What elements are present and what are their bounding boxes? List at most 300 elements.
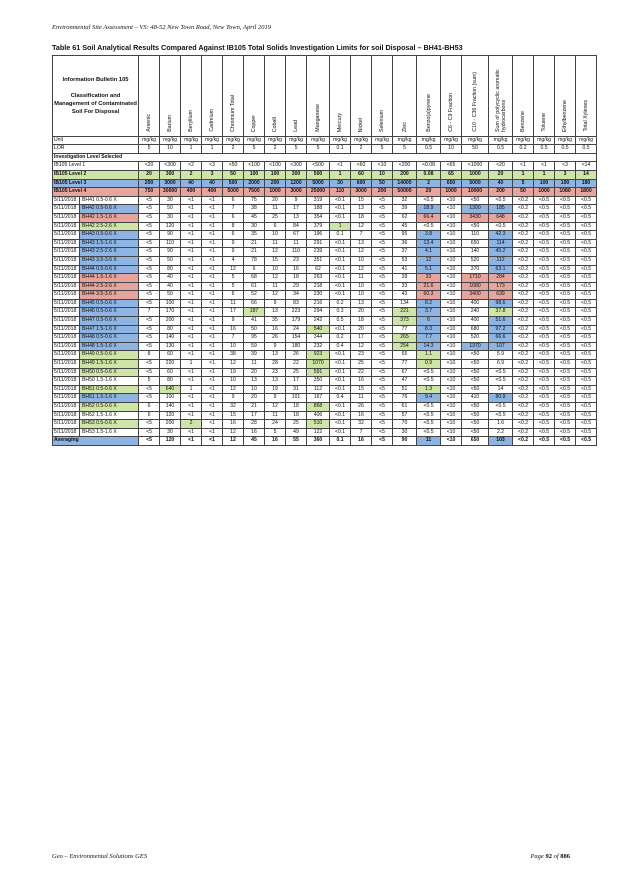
cell: 500	[223, 179, 244, 188]
cell: 90	[393, 437, 417, 446]
cell: <0.5	[555, 342, 576, 351]
cell: 24	[265, 420, 286, 429]
cell: <5	[372, 334, 393, 343]
cell: <10	[441, 317, 462, 326]
cell: 0.5	[534, 145, 555, 154]
cell: <10	[441, 231, 462, 240]
column-header-label: Manganese	[315, 104, 322, 132]
cell: <0.1	[330, 403, 351, 412]
cell: <0.1	[330, 248, 351, 257]
table-row	[53, 248, 597, 257]
cell: 11	[351, 274, 372, 283]
cell: <5	[139, 222, 160, 231]
cell: <1	[181, 299, 202, 308]
cell: <0.5	[534, 205, 555, 214]
cell: 6	[265, 222, 286, 231]
cell: 50	[160, 256, 181, 265]
cell: <5	[139, 360, 160, 369]
cell: 140	[160, 403, 181, 412]
cell: 200	[139, 179, 160, 188]
cell: mg/kg	[351, 136, 372, 145]
cell: <0.5	[534, 308, 555, 317]
cell: 2	[265, 145, 286, 154]
cell: 110	[462, 231, 489, 240]
cell: 319	[307, 196, 330, 205]
date-cell: 5/11/2018	[53, 222, 80, 231]
table-row	[53, 196, 597, 205]
cell: 2	[351, 145, 372, 154]
cell: 1	[330, 170, 351, 179]
cell: 0.4	[330, 342, 351, 351]
column-header	[265, 56, 286, 137]
sample-cell: BH49 1.5-1.6 X	[80, 360, 139, 369]
cell: <0.1	[330, 205, 351, 214]
cell: 18	[286, 274, 307, 283]
cell: 80	[160, 325, 181, 334]
level-row-label: IB105 Level 1	[53, 162, 139, 171]
cell: 41	[393, 265, 417, 274]
cell: 5	[307, 145, 330, 154]
cell: <0.5	[555, 299, 576, 308]
cell: <5	[372, 274, 393, 283]
cell: <5	[372, 342, 393, 351]
cell: 17	[286, 205, 307, 214]
cell: <0.5	[555, 428, 576, 437]
cell: 1	[181, 385, 202, 394]
cell: <0.2	[513, 342, 534, 351]
cell: 100	[555, 179, 576, 188]
cell: 25	[286, 368, 307, 377]
column-header-label: Sum of polycyclic aromatic hydrocarbons	[494, 69, 507, 132]
cell: 122	[307, 428, 330, 437]
cell: 36	[393, 239, 417, 248]
cell: <1	[202, 308, 223, 317]
cell: 39	[393, 274, 417, 283]
cell: 10000	[462, 188, 489, 197]
cell: 0.4	[330, 394, 351, 403]
cell: 11	[265, 411, 286, 420]
cell: 179	[286, 317, 307, 326]
cell: <0.2	[513, 403, 534, 412]
cell: 6	[223, 196, 244, 205]
cell: <1	[202, 428, 223, 437]
cell: <1	[202, 256, 223, 265]
cell: <200	[393, 162, 417, 171]
cell: <50	[462, 411, 489, 420]
cell: 15	[223, 411, 244, 420]
cell: <0.2	[513, 222, 534, 231]
sample-cell: BH47 1.5-1.6 X	[80, 325, 139, 334]
cell: <1	[181, 368, 202, 377]
cell: <50	[462, 360, 489, 369]
sample-cell: BH52 0.5-0.6 X	[80, 403, 139, 412]
cell: 100	[160, 394, 181, 403]
cell: <0.2	[513, 299, 534, 308]
cell: 17	[244, 411, 265, 420]
page-total: 886	[560, 853, 570, 860]
cell: 32	[393, 196, 417, 205]
date-cell: 5/11/2018	[53, 351, 80, 360]
cell: 520	[462, 256, 489, 265]
cell: <0.5	[576, 256, 597, 265]
cell: 5	[393, 145, 417, 154]
cell: <1	[202, 317, 223, 326]
cell: 1000	[441, 188, 462, 197]
cell: <5	[139, 394, 160, 403]
cell: <0.1	[330, 351, 351, 360]
cell: 1	[181, 145, 202, 154]
date-cell: 5/11/2018	[53, 394, 80, 403]
cell: 35	[244, 231, 265, 240]
date-cell: 5/11/2018	[53, 248, 80, 257]
cell: <0.5	[576, 428, 597, 437]
cell: 2	[181, 170, 202, 179]
cell: <1	[181, 248, 202, 257]
cell: 218	[307, 282, 330, 291]
cell: 35	[265, 317, 286, 326]
cell: 1	[330, 222, 351, 231]
cell: <5	[372, 428, 393, 437]
cell: 90	[160, 248, 181, 257]
cell: mg/kg	[417, 136, 441, 145]
cell: 12	[265, 248, 286, 257]
cell: 32	[223, 403, 244, 412]
cell: 21	[244, 239, 265, 248]
cell: <0.2	[513, 239, 534, 248]
cell: <1	[202, 420, 223, 429]
column-header-label: Cobalt	[272, 116, 279, 132]
cell: 240	[462, 308, 489, 317]
cell: <1	[181, 411, 202, 420]
column-header	[513, 56, 534, 137]
cell: <5	[139, 420, 160, 429]
cell: 1000	[265, 188, 286, 197]
date-cell: 5/11/2018	[53, 196, 80, 205]
cell: <0.5	[534, 377, 555, 386]
cell: 7	[223, 334, 244, 343]
cell: 300	[286, 170, 307, 179]
column-header	[372, 56, 393, 137]
cell: 60	[160, 351, 181, 360]
cell: 7	[223, 205, 244, 214]
cell: 6	[223, 291, 244, 300]
cell: mg/kg	[181, 136, 202, 145]
cell: 14.3	[417, 342, 441, 351]
cell: 11	[286, 239, 307, 248]
cell: 640	[160, 385, 181, 394]
cell: 0.2	[330, 334, 351, 343]
cell: mg/kg	[265, 136, 286, 145]
cell: <0.1	[330, 377, 351, 386]
cell: <0.2	[513, 360, 534, 369]
cell: <5	[372, 291, 393, 300]
cell: <0.5	[555, 248, 576, 257]
date-cell: 5/11/2018	[53, 308, 80, 317]
cell: <5	[139, 265, 160, 274]
cell: 33	[393, 282, 417, 291]
cell: mg/kg	[489, 136, 513, 145]
cell: 114	[489, 239, 513, 248]
cell: 650	[462, 239, 489, 248]
cell: 70	[393, 420, 417, 429]
cell: 34	[286, 291, 307, 300]
cell: <0.2	[513, 377, 534, 386]
cell: 22	[286, 360, 307, 369]
cell: <0.5	[555, 256, 576, 265]
page-header: Environmental Site Assessment – VS: 48-52 New Town Road, New Town, April 2019	[52, 24, 271, 31]
cell: <0.5	[534, 265, 555, 274]
cell: <5	[372, 317, 393, 326]
cell: <0.5	[534, 394, 555, 403]
cell: 10	[244, 385, 265, 394]
cell: <3	[555, 162, 576, 171]
cell: <0.5	[576, 205, 597, 214]
cell: <5	[372, 385, 393, 394]
cell: <0.5	[576, 403, 597, 412]
cell: <50	[462, 196, 489, 205]
cell: 100	[244, 170, 265, 179]
cell: <1	[202, 360, 223, 369]
cell: 2000	[244, 179, 265, 188]
cell: 650	[441, 179, 462, 188]
cell: 28	[265, 360, 286, 369]
date-cell: 5/11/2018	[53, 428, 80, 437]
cell: <1	[202, 411, 223, 420]
cell: <5	[372, 256, 393, 265]
cell: 5	[223, 274, 244, 283]
table-row	[53, 334, 597, 343]
table-row	[53, 274, 597, 283]
cell: <0.2	[513, 325, 534, 334]
cell: 5	[244, 145, 265, 154]
cell: 25000	[307, 188, 330, 197]
cell: <1	[181, 342, 202, 351]
cell: <0.5	[576, 420, 597, 429]
cell: <20	[489, 162, 513, 171]
cell: <5	[139, 291, 160, 300]
cell: 1680	[462, 282, 489, 291]
cell: <1	[202, 222, 223, 231]
cell: <5	[372, 265, 393, 274]
cell: 15	[265, 256, 286, 265]
cell: 3	[202, 170, 223, 179]
cell: 2	[417, 179, 441, 188]
table-row	[53, 222, 597, 231]
cell: <1	[181, 394, 202, 403]
cell: <0.2	[513, 231, 534, 240]
cell: 66.4	[417, 213, 441, 222]
cell: 20	[139, 170, 160, 179]
averaging-label: Averaging	[53, 437, 139, 446]
cell: 20	[244, 368, 265, 377]
table-row	[53, 317, 597, 326]
cell: <0.2	[513, 317, 534, 326]
cell: 13	[265, 308, 286, 317]
cell: 188	[307, 205, 330, 214]
cell: 360	[307, 437, 330, 446]
cell: <50	[462, 368, 489, 377]
cell: <5	[372, 420, 393, 429]
cell: 0.2	[513, 145, 534, 154]
cell: <0.5	[417, 377, 441, 386]
cell: 187	[244, 308, 265, 317]
cell: 370	[462, 265, 489, 274]
cell: <0.5	[555, 360, 576, 369]
cell: 11	[417, 437, 441, 446]
cell: 6.9	[489, 360, 513, 369]
sample-cell: BH43 0.5-0.6 X	[80, 231, 139, 240]
date-cell: 5/11/2018	[53, 368, 80, 377]
cell: <0.1	[330, 265, 351, 274]
cell: 40	[160, 274, 181, 283]
cell: 0.1	[330, 437, 351, 446]
cell: 30	[244, 222, 265, 231]
cell: 650	[462, 437, 489, 446]
cell: <10	[441, 213, 462, 222]
cell: <50	[462, 222, 489, 231]
cell: 19	[223, 368, 244, 377]
column-header-label: Toluene	[541, 113, 548, 132]
table-row	[53, 299, 597, 308]
cell: <0.5	[576, 411, 597, 420]
section-row	[53, 153, 597, 162]
cell: 173	[489, 282, 513, 291]
cell: 1300	[462, 205, 489, 214]
cell: <1	[534, 162, 555, 171]
cell: <0.5	[417, 196, 441, 205]
cell: 16	[351, 411, 372, 420]
column-header	[441, 56, 462, 137]
cell: 10	[372, 170, 393, 179]
cell: <5	[139, 239, 160, 248]
cell: <0.5	[555, 196, 576, 205]
sample-cell: BH51 0.5-0.6 X	[80, 385, 139, 394]
cell: <1	[202, 403, 223, 412]
cell: 20	[351, 325, 372, 334]
sample-cell: BH48 1.5-1.6 X	[80, 342, 139, 351]
cell: 221	[393, 308, 417, 317]
cell: 0.9	[417, 360, 441, 369]
cell: <0.2	[513, 394, 534, 403]
cell: <5	[372, 239, 393, 248]
cell: 3000	[160, 179, 181, 188]
cell: 90	[160, 231, 181, 240]
column-header-label: Zinc	[401, 121, 408, 132]
cell: 20	[265, 196, 286, 205]
cell: <1	[202, 213, 223, 222]
cell: <0.5	[534, 248, 555, 257]
cell: 37	[393, 248, 417, 257]
cell: 18	[286, 411, 307, 420]
column-header-label: C10 - C36 Fraction (sum)	[472, 72, 479, 132]
cell: <0.2	[513, 334, 534, 343]
cell: 13	[265, 377, 286, 386]
cell: <0.5	[534, 256, 555, 265]
cell: 37.8	[489, 308, 513, 317]
column-header-label: Total Xylenes	[583, 100, 590, 132]
cell: <0.5	[555, 239, 576, 248]
sample-cell: BH44 3.5-3.6 X	[80, 291, 139, 300]
cell: <10	[441, 368, 462, 377]
table-row	[53, 394, 597, 403]
column-header	[181, 56, 202, 137]
cell: <0.5	[576, 325, 597, 334]
cell: <0.5	[489, 377, 513, 386]
cell: <100	[244, 162, 265, 171]
cell: <1	[202, 205, 223, 214]
cell: 45	[244, 213, 265, 222]
cell: <10	[441, 403, 462, 412]
table-row	[53, 377, 597, 386]
column-header	[534, 56, 555, 137]
cell: <0.1	[330, 368, 351, 377]
cell: <5	[139, 248, 160, 257]
cell: 400	[462, 317, 489, 326]
cell: 5.1	[417, 265, 441, 274]
cell: <0.5	[555, 265, 576, 274]
cell: <0.5	[555, 282, 576, 291]
cell: 0.5	[417, 145, 441, 154]
cell: <0.5	[555, 231, 576, 240]
cell: <1	[330, 162, 351, 171]
cell: 97.2	[489, 325, 513, 334]
cell: <50	[462, 385, 489, 394]
table-row	[53, 239, 597, 248]
column-header	[160, 56, 181, 137]
column-header	[489, 56, 513, 137]
cell: <0.5	[534, 403, 555, 412]
table-row	[53, 342, 597, 351]
cell: <1	[181, 274, 202, 283]
cell: 3000	[286, 188, 307, 197]
cell: 16	[244, 428, 265, 437]
column-header	[307, 56, 330, 137]
table-row	[53, 385, 597, 394]
cell: 379	[307, 222, 330, 231]
footer-company: Geo – Environmental Solutions GES	[52, 853, 148, 860]
cell: 8	[139, 351, 160, 360]
table-row	[53, 308, 597, 317]
cell: 9	[265, 342, 286, 351]
table-row	[53, 368, 597, 377]
cell: 2	[223, 145, 244, 154]
cell: <0.5	[576, 196, 597, 205]
cell: 354	[307, 213, 330, 222]
level-row	[53, 162, 597, 171]
cell: 0.5	[489, 145, 513, 154]
table-row	[53, 256, 597, 265]
cell: 30	[393, 428, 417, 437]
date-cell: 5/11/2018	[53, 360, 80, 369]
cell: <10	[441, 274, 462, 283]
cell: <2	[181, 162, 202, 171]
cell: <5	[372, 394, 393, 403]
sample-cell: BH43 1.5-1.6 X	[80, 239, 139, 248]
column-header-label: Chromium Total	[230, 95, 237, 132]
column-header	[223, 56, 244, 137]
cell: 42.3	[489, 231, 513, 240]
cell: <0.5	[534, 291, 555, 300]
cell: mg/kg	[462, 136, 489, 145]
cell: <0.5	[576, 265, 597, 274]
cell: 103	[489, 437, 513, 446]
cell: 18	[286, 403, 307, 412]
cell: 0.5	[576, 145, 597, 154]
cell: <0.5	[555, 222, 576, 231]
cell: 12	[351, 248, 372, 257]
cell: 20	[489, 170, 513, 179]
cell: 263	[307, 274, 330, 283]
